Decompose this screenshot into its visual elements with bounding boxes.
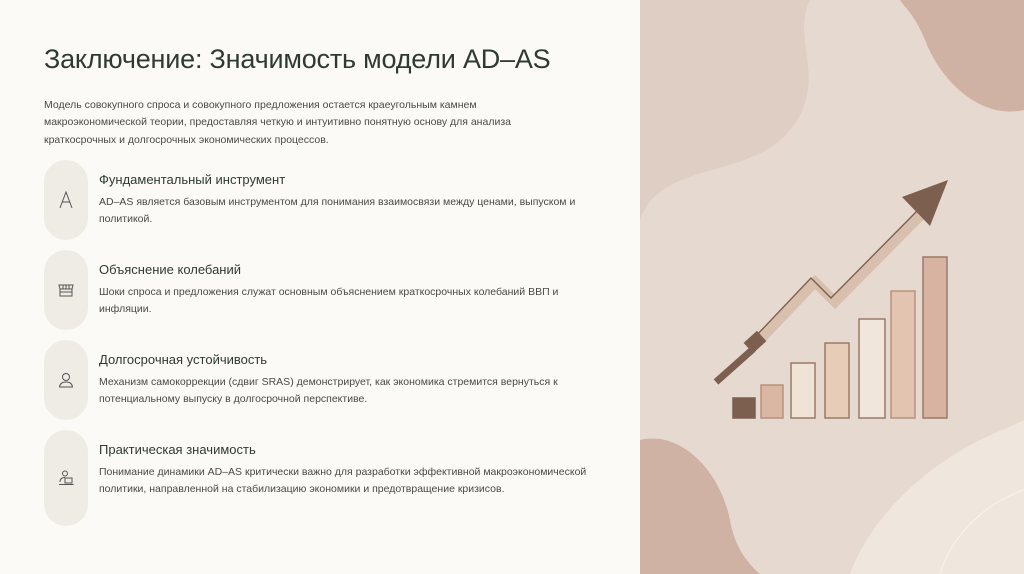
list-item — [44, 160, 604, 242]
growth-chart-arrow-illustration — [640, 0, 1024, 574]
storefront-icon — [44, 250, 88, 330]
person-icon — [44, 340, 88, 420]
letter-a-icon — [44, 160, 88, 240]
list-item — [44, 430, 604, 528]
item-text: AD–AS является базовым инструментом для понимания взаимосвязи между ценами, выпуском и политикой. — [99, 196, 576, 226]
item-title: Фундаментальный инструмент — [99, 172, 286, 187]
item-title: Объяснение колебаний — [99, 262, 242, 277]
slide-title: Заключение: Значимость модели AD–AS — [44, 44, 551, 74]
item-text: Понимание динамики AD–AS критически важно для разработки эффективной макроэкономической политики, направленной на стабилизацию экономики и предотвращение кризисов. — [99, 466, 587, 496]
illustration-panel — [640, 0, 1024, 574]
list-item — [44, 340, 604, 422]
list-item — [44, 250, 604, 332]
item-title: Практическая значимость — [99, 442, 256, 457]
person-laptop-icon — [44, 430, 88, 526]
intro-paragraph: Модель совокупного спроса и совокупного предложения остается краеугольным камнем макроэкономической теории, предоставляя четкую и интуитивно понятную основу для анализа краткосрочных и долгосрочных экономических процессов. — [44, 99, 511, 146]
item-title: Долгосрочная устойчивость — [99, 352, 268, 367]
item-text: Механизм самокоррекции (сдвиг SRAS) демонстрирует, как экономика стремится вернуться к потенциальному выпуску в долгосрочной перспективе. — [99, 376, 558, 406]
item-text: Шоки спроса и предложения служат основным объяснением краткосрочных колебаний ВВП и инфляции. — [99, 286, 559, 316]
